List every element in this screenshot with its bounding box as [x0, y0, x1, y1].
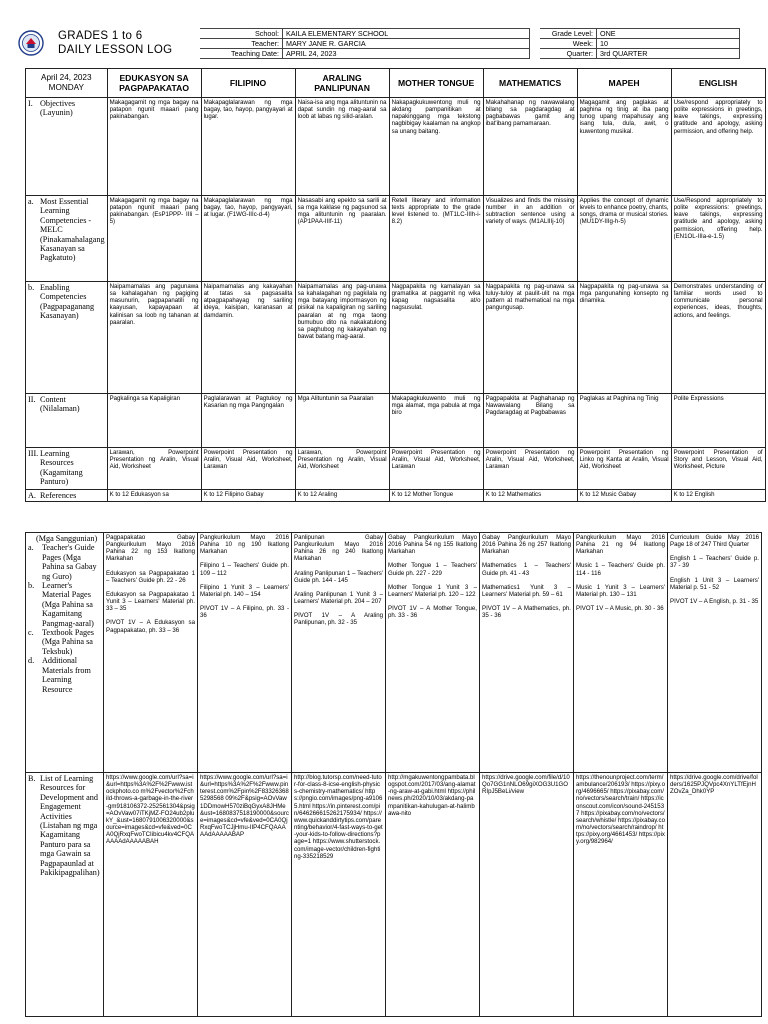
lesson-row [26, 98, 766, 196]
reference-paragraph: PIVOT 1V – A Mother Tongue, ph. 33 - 36 [388, 605, 477, 620]
document-header [14, 28, 754, 60]
lesson-cell: Powerpoint Presentation ng Linko ng Kanta at Aralin, Visual Aid, Worksheet [577, 448, 671, 490]
lesson-cell: Paglakas at Paghina ng Tinig [577, 394, 671, 448]
lesson-cell: Nasasabi ang epekto sa sarili at sa mga kaklase ng pagsunod sa mga alituntunin ng paaralan. (AP1PAA-IIIf-11) [295, 196, 389, 282]
sub-item-number: b. [28, 581, 35, 591]
sub-item-text: Additional Materials from Learning Resource [42, 656, 91, 694]
subject-header: ENGLISH [671, 69, 765, 98]
lesson-cell: Demonstrates understanding of familiar words used to communicate personal experiences, ideas, thoughts, actions, and feelings. [671, 282, 765, 394]
lesson-cell: K to 12 Music Gabay [577, 490, 671, 502]
references-label-top: (Mga Sanggunian) [36, 534, 98, 543]
reference-sub-item [28, 656, 101, 694]
reference-paragraph: Filipino 1 – Teachers' Guide ph. 109 – 112 [200, 562, 289, 577]
lesson-cell: Polite Expressions [671, 394, 765, 448]
lesson-row [26, 448, 766, 490]
lesson-cell: Larawan, Powerpoint Presentation ng Aralin, Visual Aid, Worksheet [107, 448, 201, 490]
resources-label-cell [26, 773, 104, 1017]
lesson-cell: Pagkalinga sa Kapaligiran [107, 394, 201, 448]
resource-links-cell: http://mgakuwentongpambata.blogspot.com/2017/03/ang-alamat-ng-araw-at-gabi.html https://philnews.ph/2020/10/03/akdang-pampanitikan-kahulugan-at-halimbawa-nito [386, 773, 480, 1017]
lesson-plan-table-page2 [25, 532, 762, 1017]
lesson-cell: Makapagkukuwento muli ng mga alamat, mga pabula at mga biro [389, 394, 483, 448]
reference-paragraph: Edukasyon sa Pagpapakatao 1 – Teachers' Guide ph. 22 - 26 [106, 569, 195, 584]
reference-cell [104, 533, 198, 773]
reference-cell [668, 533, 762, 773]
row-label [28, 99, 105, 118]
lesson-cell: Use/Respond appropriately to polite expressions: greetings, leave takings, expressing gratitude and apology, asking permission, offering help. (EN1OL-IIIa-e-1.5) [671, 196, 765, 282]
reference-cell [292, 533, 386, 773]
reference-paragraph: Gabay Pangkurikulum Mayo 2016 Pahina 54 ng 155 Ikatlong Markahan [388, 534, 477, 556]
reference-sub-item [28, 581, 101, 628]
reference-paragraph: Mathematics1 Yunit 3 – Learners' Material ph. 59 – 61 [482, 583, 571, 598]
lesson-cell: Nakapagkukuwentong muli ng akdang pampanitikan at napakinggang mga tekstong nagbibigay kaalaman na angkop sa unang baitang. [389, 98, 483, 196]
row-label-cell [26, 98, 108, 196]
subject-header: ARALING PANLIPUNAN [295, 69, 389, 98]
subject-header: EDUKASYON SA PAGPAPAKATAO [107, 69, 201, 98]
reference-cell [480, 533, 574, 773]
references-row [26, 533, 762, 773]
lesson-cell: Retell literary and information texts appropriate to the grade level listened to. (MT1LC-IIIh-i-8.2) [389, 196, 483, 282]
row-label-text: Content (Nilalaman) [40, 395, 80, 414]
resource-links-cell: https://www.google.com/url?sa=i&url=https%3A%2F%2Fwww.pinterest.com%2Fpin%2F833263685298568 09%2F&psig=AOvVaw1DDmowH570ziBqGyxA8JHMe&ust=1680837518190000&source=images&cd=vfe&ved=0CA0QjRxqFwoTCJjHmu-IIP4CFQAAAAAdAAAAABAP [198, 773, 292, 1017]
subject-header: MAPEH [577, 69, 671, 98]
row-number: I. [28, 99, 33, 108]
row-number: II. [28, 395, 36, 404]
reference-paragraph: Pangkurikulum Mayo 2016 Pahina 10 ng 190 Ikatlong Markahan [200, 534, 289, 556]
reference-paragraph: Araling Panlipunan 1 Yunit 3 – Learners' Material ph. 204 – 207 [294, 590, 383, 606]
teacher-value: MARY JANE R. GARCIA [283, 39, 530, 49]
lesson-cell: Paglalarawan at Pagtukoy ng Kasarian ng mga Pangngalan [201, 394, 295, 448]
reference-paragraph: Mother Tongue 1 – Teachers' Guide ph. 227 - 229 [388, 562, 477, 577]
subject-header: MOTHER TONGUE [389, 69, 483, 98]
reference-paragraph: English 1 – Teachers' Guide p. 37 - 39 [670, 555, 759, 570]
lesson-cell: Naipamamalas ang pag-unawa sa kahalagahan ng pagkilala ng mga batayang impormasyon ng pisikal na kapaligiran ng sariling paaralan at ng mga taong bumubuo dito na nakakatulong sa paghubog ng kakayahan ng bawat batang mag-aaral. [295, 282, 389, 394]
reference-paragraph: PIVOT 1V – A Music, ph. 30 - 36 [576, 605, 664, 613]
reference-paragraph: Curriculum Guide May 2016 Page 18 of 247 Third Quarter [670, 534, 759, 549]
grade-level-value: ONE [597, 29, 740, 39]
row-label-cell [26, 490, 108, 502]
sub-item-text: Textbook Pages (Mga Pahina sa Teksbuk) [42, 628, 94, 656]
lesson-cell: Pagpapakita at Paghahanap ng Nawawalang Bilang sa Pagdaragdag at Pagbabawas [483, 394, 577, 448]
lesson-cell: Use/respond appropriately to polite expressions in greetings, leave takings, expressing gratitude and apology, asking permission, and offering help. [671, 98, 765, 196]
teaching-date-label: Teaching Date: [200, 49, 283, 59]
row-label [28, 449, 105, 487]
row-label-text: Enabling Competencies (Pagpapaganang Kasanayan) [40, 283, 95, 321]
row-label-text: Learning Resources (Kagamitang Panturo) [40, 449, 83, 487]
row-label-text: Most Essential Learning Competencies -MELC (Pinakamahalagang Kasanayan sa Pagkatuto) [40, 197, 105, 263]
lesson-cell: K to 12 Mother Tongue [389, 490, 483, 502]
reference-sub-item [28, 628, 101, 656]
lesson-cell: Makapaglalarawan ng mga bagay, tao, hayop, pangyayari, at lugar. (F1WG-IIIc-d-4) [201, 196, 295, 282]
reference-paragraph: Mother Tongue 1 Yunit 3 – Learners' Material ph. 120 – 122 [388, 583, 477, 598]
lesson-cell: Powerpoint Presentation ng Aralin, Visual Aid, Worksheet, Larawan [389, 448, 483, 490]
lesson-cell: Makagagamit ng mga bagay na patapon ngunit maaari pang pakinabangan. [107, 98, 201, 196]
lesson-cell: Makahahanap ng nawawalang bilang sa pagdaragdag at pagbabawas gamit ang ibat'ibang pamamaraan. [483, 98, 577, 196]
lesson-cell: Naipamamalas ang pagunawa sa kahalagahan ng pagiging masunurin, pagpapanatili ng kaayusan, kapayapaan at kalinisan sa loob ng tahanan at paaralan. [107, 282, 201, 394]
lesson-row [26, 394, 766, 448]
header-info-right [540, 28, 740, 59]
quarter-value: 3rd QUARTER [597, 49, 740, 59]
reference-paragraph: Pangkurikulum Mayo 2016 Pahina 21 ng 94 Ikatlong Markahan [576, 534, 665, 556]
grade-level-label: Grade Level: [540, 29, 597, 39]
row-label [28, 491, 105, 500]
lesson-cell: Naisa-isa ang mga alituntunin na dapat sundin ng mag-aaral sa loob at labas ng silid-aralan. [295, 98, 389, 196]
deped-seal-icon [18, 30, 44, 56]
header-info-left [200, 28, 530, 59]
sub-item-number: c. [28, 628, 34, 638]
subject-header: FILIPINO [201, 69, 295, 98]
reference-paragraph: Pagpapakatao Gabay Pangkurikulum Mayo 2016 Pahina 22 ng 153 Ikatlong Markahan [106, 534, 195, 563]
lesson-plan-table-page1 [25, 68, 766, 502]
quarter-label: Quarter: [540, 49, 597, 59]
teaching-date-value: APRIL 24, 2023 [283, 49, 530, 59]
reference-cell [386, 533, 480, 773]
row-label-text: Objectives (Layunin) [40, 99, 76, 118]
reference-paragraph: Edukasyon sa Pagpapakatao 1 Yunit 3 – Learners' Material ph. 33 – 35 [106, 590, 195, 613]
row-label-cell [26, 282, 108, 394]
row-number: A. [28, 491, 36, 500]
learning-resources-list-row [26, 773, 762, 1017]
lesson-cell: K to 12 Mathematics [483, 490, 577, 502]
reference-paragraph: PIVOT 1V – A Araling Panlipunan, ph. 32 - 35 [294, 612, 383, 627]
lesson-cell: Makagagamit ng mga bagay na patapon ngunit maaari pang pakinabangan. (EsP1PPP- IIIi – 5) [107, 196, 201, 282]
sub-item-text: Learner's Material Pages (Mga Pahina sa Kagamitang Pangmag-aaral) [42, 581, 94, 628]
row-label [28, 395, 105, 414]
teacher-label: Teacher: [200, 39, 283, 49]
lesson-cell: Nagpapakita ng pag-unawa sa tuluy-tuloy at paulit-ulit na mga pattern at mathematical na mga pangungusap. [483, 282, 577, 394]
reference-paragraph: Panlipunan Gabay Pangkurikulum Mayo 2016 Pahina 26 ng 240 Ikatlong Markahan [294, 534, 383, 563]
row-number: b. [28, 283, 35, 292]
lesson-cell: Applies the concept of dynamic levels to enhance poetry, chants, songs, drama or musical stories. (MU1DY-IIIg-h-5) [577, 196, 671, 282]
date-header: April 24, 2023 MONDAY [26, 69, 108, 98]
sub-item-number: a. [28, 543, 34, 553]
resource-links-cell: https://thenounproject.com/term/ambulance/206193/ https://pixy.org/4696665/ https://pixabay.com/no/vectors/search/train/ https://iconscout.com/icon/sound-2451537 https://pixabay.com/no/vectors/search/whistle/ https://pixabay.com/no/vectors/search/raindrop/ https://pixy.org/4661453/ https://pixy.org/982964/ [574, 773, 668, 1017]
week-label: Week: [540, 39, 597, 49]
lesson-cell: K to 12 Filipino Gabay [201, 490, 295, 502]
reference-paragraph: PIVOT 1V – A Edukasyon sa Pagpapakatao, ph. 33 – 36 [106, 619, 195, 634]
lesson-cell: K to 12 Araling [295, 490, 389, 502]
row-label [28, 774, 101, 877]
lesson-cell: Nagpapakita ng pag-unawa sa mga pangunahing konsepto ng dinamika. [577, 282, 671, 394]
column-header-row [26, 69, 766, 98]
reference-paragraph: Mathematics 1 – Teachers' Guide ph. 41 - 43 [482, 562, 571, 577]
lesson-cell: Makapaglalarawan ng mga bagay, tao, hayop, pangyayari at lugar. [201, 98, 295, 196]
row-label-text: References [40, 491, 77, 500]
subject-header: MATHEMATICS [483, 69, 577, 98]
title-line-2: DAILY LESSON LOG [58, 44, 173, 56]
lesson-cell: Nagpapakita ng kamalayan sa gramatika at paggamit ng wika kapag nagsasalita at/o nagsusulat. [389, 282, 483, 394]
week-value: 10 [597, 39, 740, 49]
document-title [58, 29, 172, 57]
reference-paragraph: PIVOT 1V – A English, p. 31 - 35 [670, 597, 759, 605]
title-line-1: GRADES 1 to 6 [58, 30, 143, 42]
lesson-cell: Powerpoint Presentation ng Aralin, Visual Aid, Worksheet, Larawan [483, 448, 577, 490]
row-number: B. [28, 774, 36, 783]
reference-paragraph: Music 1 – Teachers' Guide ph. 114 - 116 [576, 562, 665, 577]
school-label: School: [200, 29, 283, 39]
reference-paragraph: PIVOT 1V – A Filipino, ph. 33 - 36 [200, 605, 289, 620]
reference-paragraph: Gabay Pangkurikulum Mayo 2016 Pahina 26 ng 257 Ikatlong Markahan [482, 534, 571, 556]
resource-links-cell: https://drive.google.com/file/d/10Qo7GG1nNLO69giXOG3U1GORIpJ5BeLi/view [480, 773, 574, 1017]
reference-paragraph: Filipino 1 Yunit 3 – Learners' Material ph. 140 – 154 [200, 583, 289, 598]
lesson-cell: Larawan, Powerpoint Presentation ng Aralin, Visual Aid, Worksheet [295, 448, 389, 490]
lesson-row [26, 196, 766, 282]
lesson-cell: K to 12 English [671, 490, 765, 502]
lesson-cell: Powerpoint Presentation ng Aralin, Visual Aid, Worksheet, Larawan [201, 448, 295, 490]
resource-links-cell: https://www.google.com/url?sa=i&url=https%3A%2F%2Fwww.istockphoto.co m%2Fvector%2Fchild-throws-a-garbage-in-the-river-gm918106372-252561304&psig=AOvVaw07iTKjMZ-FO24ub2plukY_&ust=1680791006320000&source=images&cd=vfe&ved=0CA0QjRxqFwoTCIibicu4kv4CFQAAAAAdAAAAABAH [104, 773, 198, 1017]
sub-item-number: d. [28, 656, 35, 666]
row-label [28, 283, 105, 321]
reference-paragraph: Music 1 Yunit 3 – Learners' Material ph. 130 – 131 [576, 583, 665, 598]
row-number: a. [28, 197, 34, 206]
sub-item-text: Teacher's Guide Pages (Mga Pahina sa Gabay ng Guro) [42, 543, 97, 581]
reference-paragraph: Araling Panlipunan 1 – Teachers' Guide ph. 144 - 145 [294, 569, 383, 584]
lesson-cell: Powerpoint Presentation of Story and Lesson, Visual Aid, Worksheet, Picture [671, 448, 765, 490]
lesson-cell: Visualizes and finds the missing number in an addition or subtraction sentence using a variety of ways. (M1ALIIIj-10) [483, 196, 577, 282]
reference-paragraph: PIVOT 1V – A Mathematics, ph. 35 - 36 [482, 605, 571, 620]
references-label-cell [26, 533, 104, 773]
row-label [28, 197, 105, 263]
lesson-cell: K to 12 Edukasyon sa [107, 490, 201, 502]
references-sub-list [28, 543, 101, 694]
reference-sub-item [28, 543, 101, 581]
lesson-cell: Naipamamalas ang kakayahan at tatas sa pagsasalita atpagpapahayag ng sariling ideya, kaisipan, karanasan at damdamin. [201, 282, 295, 394]
resource-links-cell: http://blog.tutorsp.com/need-tutor-for-class-8-icse-english-physics-chemistry-mathematics/ https://pngio.com/images/png-a91065.html https://in.pinterest.com/pin/646266615262175934/ https://www.quickanddirtytips.com/parenting/behavior/4-fast-ways-to-get-your-kids-to-follow-directions?page=1 https://www.shutterstock.com/image-vector/children-fighting-335218529 [292, 773, 386, 1017]
school-value: KAILA ELEMENTARY SCHOOL [283, 29, 530, 39]
lesson-cell: Mga Alituntunin sa Paaralan [295, 394, 389, 448]
reference-paragraph: English 1 Unit 3 – Learners' Material p. 51 - 52 [670, 576, 759, 591]
row-label-text: List of Learning Resources for Development and Engagement Activities (Listahan ng mga Kagamitang Panturo para sa mga Gawain sa Pagpapaunlad at Pakikipagpalihan) [40, 774, 100, 878]
row-label-cell [26, 196, 108, 282]
lesson-row [26, 490, 766, 502]
lesson-cell: Magagamit ang paglakas at paghina ng tinig at iba pang tunog upang mapahusay ang isang tula, dula, awit, o kuwentong musikal. [577, 98, 671, 196]
row-number: III. [28, 449, 39, 458]
row-label-cell [26, 394, 108, 448]
lesson-row [26, 282, 766, 394]
row-label-cell [26, 448, 108, 490]
resource-links-cell: https://drive.google.com/drive/folders/1625PJQVpc4XnYLTfEjnHZOvZa_Dhk0YP [668, 773, 762, 1017]
reference-cell [574, 533, 668, 773]
reference-cell [198, 533, 292, 773]
